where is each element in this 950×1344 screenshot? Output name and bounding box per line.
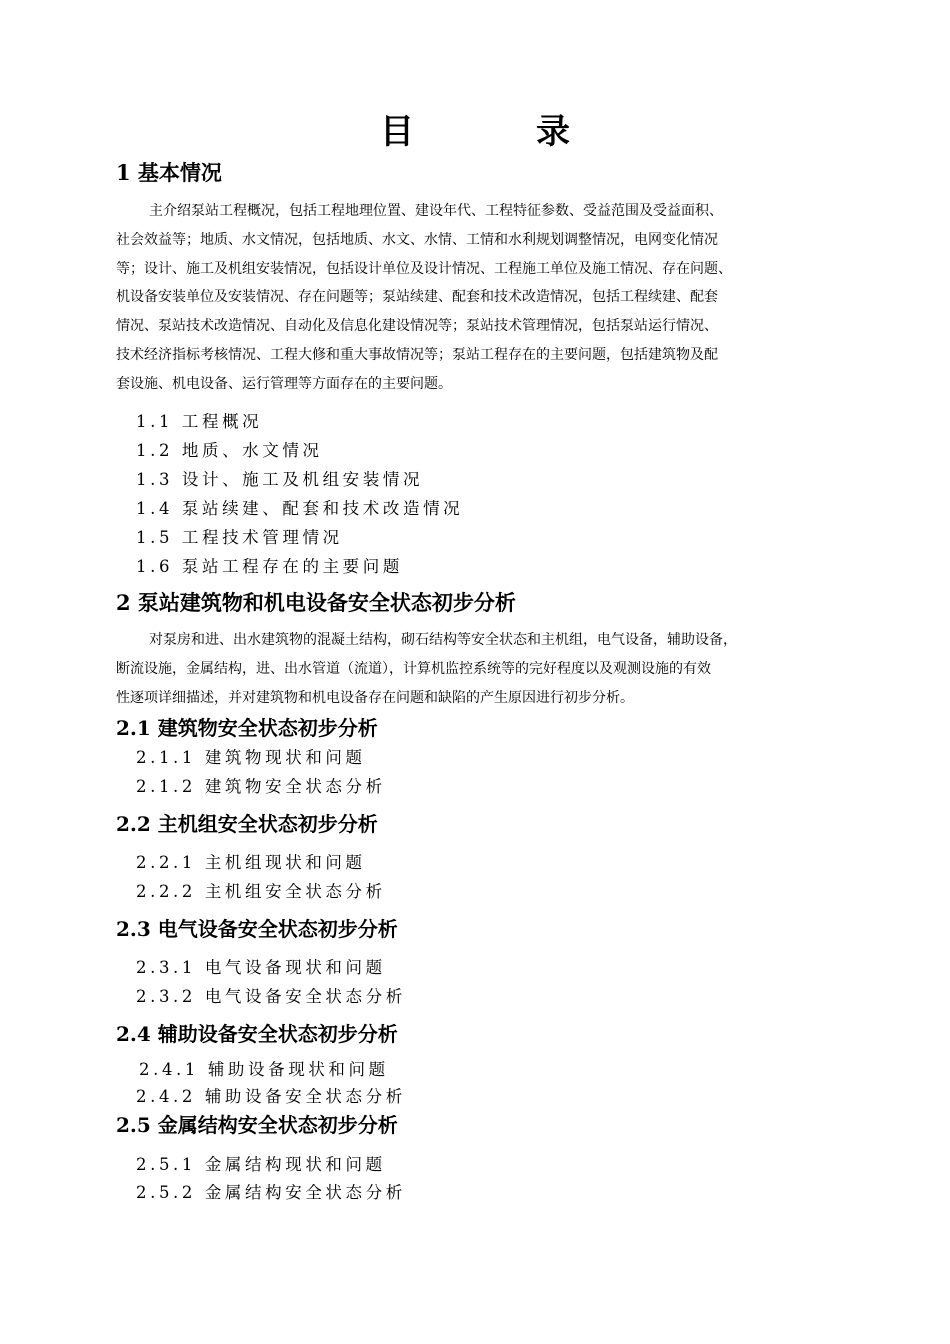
section-1-paragraph	[116, 197, 850, 399]
toc-item-2-5-2: 2.5.2 金属结构安全状态分析	[136, 1183, 406, 1202]
subsection-2-3-heading: 2.3 电气设备安全状态初步分析	[116, 917, 398, 941]
paragraph-line: 社会效益等；地质、水文情况，包括地质、水文、水情、工情和水利规划调整情况，电网变化情况	[116, 231, 718, 248]
toc-item-2-2-2: 2.2.2 主机组安全状态分析	[136, 882, 386, 901]
toc-item-2-2-1: 2.2.1 主机组现状和问题	[136, 853, 366, 872]
toc-item-1-2: 1.2 地质、水文情况	[136, 441, 323, 460]
paragraph-line: 性逐项详细描述，并对建筑物和机电设备存在问题和缺陷的产生原因进行初步分析。	[116, 689, 634, 706]
paragraph-line: 套设施、机电设备、运行管理等方面存在的主要问题。	[116, 375, 452, 392]
toc-item-2-3-2: 2.3.2 电气设备安全状态分析	[136, 987, 406, 1006]
paragraph-line: 断流设施，金属结构，进、出水管道（流道），计算机监控系统等的完好程度以及观测设施的有效	[116, 660, 711, 677]
paragraph-line: 技术经济指标考核情况、工程大修和重大事故情况等；泵站工程存在的主要问题，包括建筑物及配	[116, 346, 718, 363]
section-1-heading: 1 基本情况	[116, 160, 222, 185]
paragraph-line: 主介绍泵站工程概况，包括工程地理位置、建设年代、工程特征参数、受益范围及受益面积、	[149, 203, 723, 219]
toc-item-2-4-2: 2.4.2 辅助设备安全状态分析	[136, 1087, 406, 1106]
toc-item-2-1-1: 2.1.1 建筑物现状和问题	[136, 748, 366, 767]
paragraph-line: 对泵房和进、出水建筑物的混凝土结构，砌石结构等安全状态和主机组，电气设备，辅助设备，	[149, 632, 737, 648]
subsection-2-4-heading: 2.4 辅助设备安全状态初步分析	[116, 1022, 398, 1046]
toc-item-2-1-2: 2.1.2 建筑物安全状态分析	[136, 777, 386, 796]
section-2-heading: 2 泵站建筑物和机电设备安全状态初步分析	[116, 590, 516, 615]
toc-item-1-3: 1.3 设计、施工及机组安装情况	[136, 470, 424, 489]
toc-item-1-1: 1.1 工程概况	[136, 412, 263, 431]
toc-item-2-4-1: 2.4.1 辅助设备现状和问题	[139, 1060, 389, 1079]
section-2-paragraph	[116, 626, 850, 712]
paragraph-line: 情况、泵站技术改造情况、自动化及信息化建设情况等；泵站技术管理情况，包括泵站运行情况、	[116, 318, 718, 335]
toc-item-2-5-1: 2.5.1 金属结构现状和问题	[136, 1155, 386, 1174]
toc-item-1-6: 1.6 泵站工程存在的主要问题	[136, 557, 403, 576]
subsection-2-2-heading: 2.2 主机组安全状态初步分析	[116, 812, 378, 836]
subsection-2-5-heading: 2.5 金属结构安全状态初步分析	[116, 1113, 398, 1137]
subsection-2-1-heading: 2.1 建筑物安全状态初步分析	[116, 716, 378, 740]
paragraph-line: 等；设计、施工及机组安装情况，包括设计单位及设计情况、工程施工单位及施工情况、存在问题、	[116, 260, 732, 277]
toc-item-2-3-1: 2.3.1 电气设备现状和问题	[136, 958, 386, 977]
page-title: 目 录	[380, 112, 614, 152]
toc-item-1-5: 1.5 工程技术管理情况	[136, 528, 343, 547]
paragraph-line: 机设备安装单位及安装情况、存在问题等；泵站续建、配套和技术改造情况，包括工程续建、配套	[116, 289, 718, 306]
toc-item-1-4: 1.4 泵站续建、配套和技术改造情况	[136, 499, 464, 518]
